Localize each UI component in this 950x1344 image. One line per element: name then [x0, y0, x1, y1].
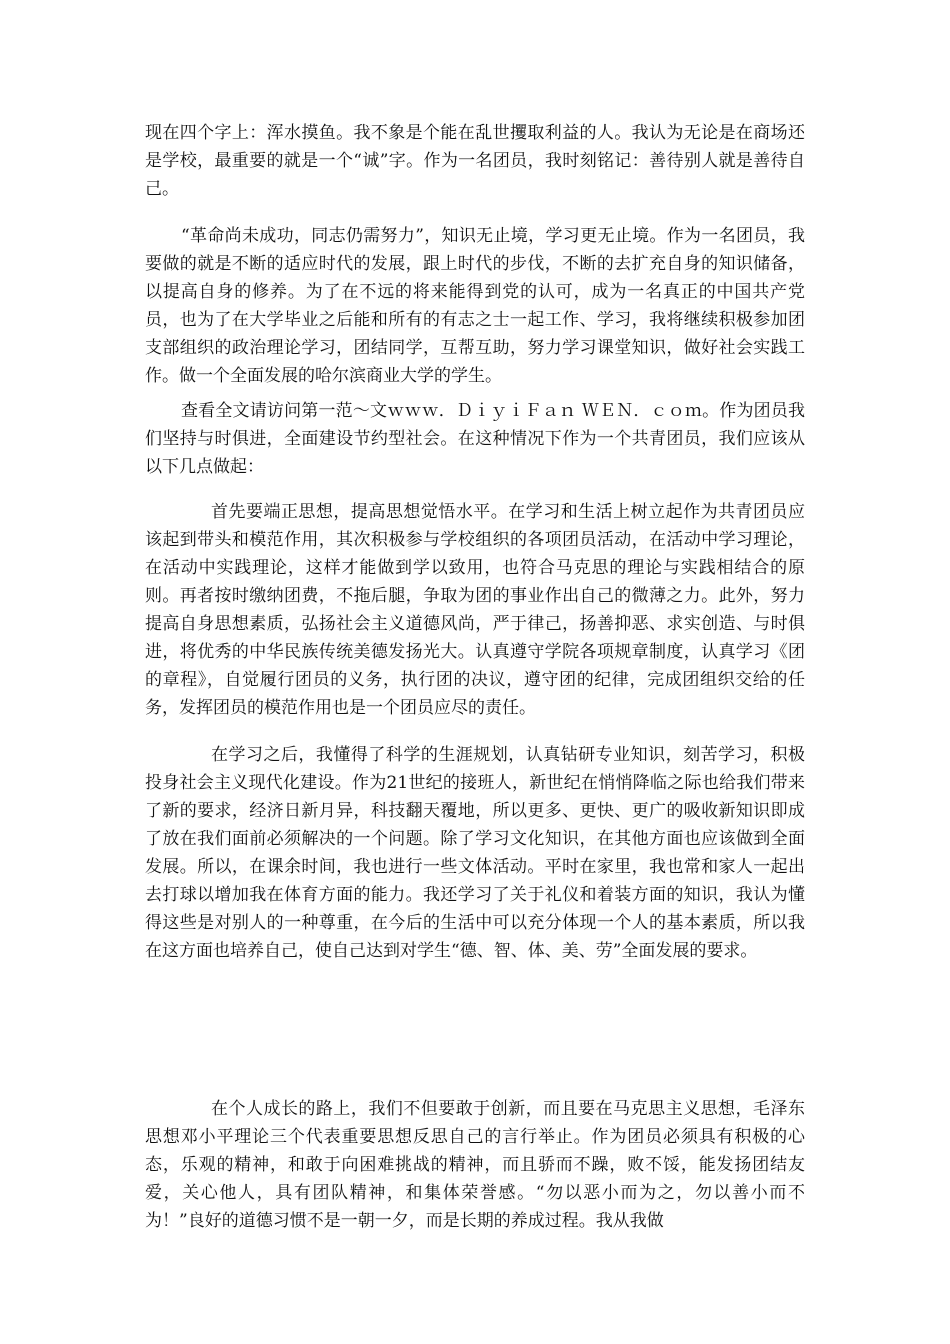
paragraph-4: 首先要端正思想，提高思想觉悟水平。在学习和生活上树立起作为共青团员应该起到带头和模范作用，其次积极参与学校组织的各项团员活动，在活动中学习理论，在活动中实践理论，这样才能做到学以致用，也符合马克思的理论与实践相结合的原则。再者按时缴纳团费，不拖后腿，争取为团的事业作出自己的微薄之力。此外，努力提高自身思想素质，弘扬社会主义道德风尚，严于律己，扬善抑恶、求实创造、与时俱进，将优秀的中华民族传统美德发扬光大。认真遵守学院各项规章制度，认真学习《团的章程》，自觉履行团员的义务，执行团的决议，遵守团的纪律，完成团组织交给的任务，发挥团员的模范作用也是一个团员应尽的责任。: [145, 502, 805, 718]
paragraph-3: 查看全文请访问第一范～文ｗｗｗ．ＤｉｙｉＦａｎ ＷＥＮ．ｃｏｍ。作为团员我们坚持与时俱进，全面建设节约型社会。在这种情况下作为一个共青团员，我们应该从以下几点做起：: [145, 401, 805, 477]
paragraph-5: 在学习之后，我懂得了科学的生涯规划，认真钻研专业知识，刻苦学习，积极投身社会主义现代化建设。作为21世纪的接班人，新世纪在悄悄降临之际也给我们带来了新的要求，经济日新月异，科技翻天覆地，所以更多、更快、更广的吸收新知识即成了放在我们面前必须解决的一个问题。除了学习文化知识，在其他方面也应该做到全面发展。所以，在课余时间，我也进行一些文体活动。平时在家里，我也常和家人一起出去打球以增加我在体育方面的能力。我还学习了关于礼仪和着装方面的知识，我认为懂得这些是对别人的一种尊重，在今后的生活中可以充分体现一个人的基本素质，所以我在这方面也培养自己，使自己达到对学生“德、智、体、美、劳”全面发展的要求。: [145, 745, 805, 961]
paragraph-1: 现在四个字上：浑水摸鱼。我不象是个能在乱世攫取利益的人。我认为无论是在商场还是学校，最重要的就是一个“诚”字。作为一名团员，我时刻铭记：善待别人就是善待自己。: [145, 123, 805, 199]
paragraph-6: 在个人成长的路上，我们不但要敢于创新，而且要在马克思主义思想，毛泽东思想邓小平理论三个代表重要思想反思自己的言行举止。作为团员必须具有积极的心态，乐观的精神，和敢于向困难挑战的精神，而且骄而不躁，败不馁，能发扬团结友爱，关心他人，具有团队精神，和集体荣誉感。“勿以恶小而为之，勿以善小而不为！”良好的道德习惯不是一朝一夕，而是长期的养成过程。我从我做: [145, 1099, 805, 1231]
paragraph-2: “革命尚未成功，同志仍需努力”，知识无止境，学习更无止境。作为一名团员，我要做的就是不断的适应时代的发展，跟上时代的步伐，不断的去扩充自身的知识储备，以提高自身的修养。为了在不远的将来能得到党的认可，成为一名真正的中国共产党员，也为了在大学毕业之后能和所有的有志之士一起工作、学习，我将继续积极参加团支部组织的政治理论学习，团结同学，互帮互助，努力学习课堂知识，做好社会实践工作。做一个全面发展的哈尔滨商业大学的学生。: [145, 226, 805, 386]
